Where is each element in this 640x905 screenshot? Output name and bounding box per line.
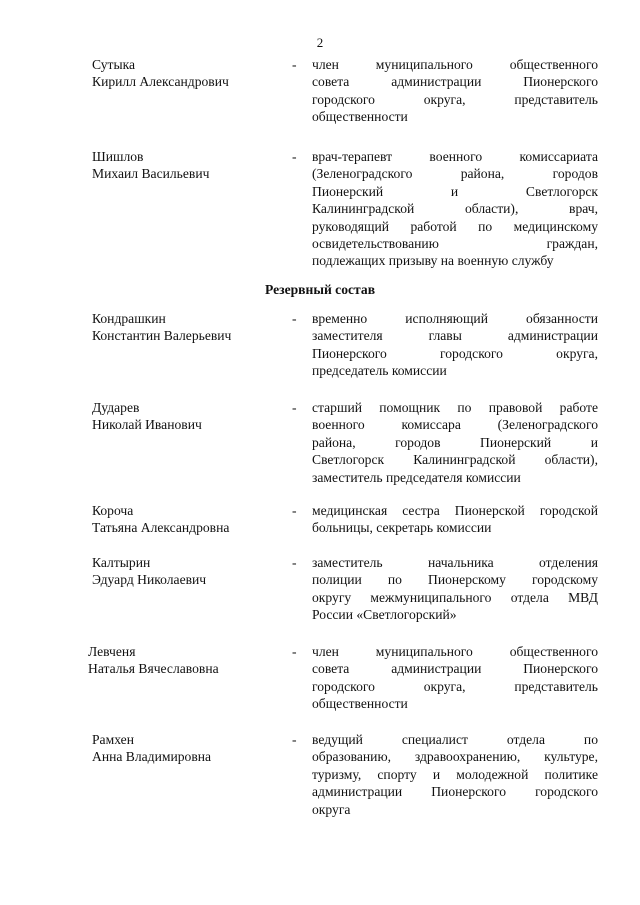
member-surname: Калтырин <box>92 555 151 570</box>
member-given-names: Эдуард Николаевич <box>92 572 207 588</box>
member-dash: - <box>292 732 297 747</box>
member-given-names: Михаил Васильевич <box>92 166 210 182</box>
position-line: совета администрации Пионерского <box>312 74 598 90</box>
member-position <box>312 399 598 486</box>
position-line: городского округа, представитель <box>312 678 598 694</box>
position-line: общественности <box>312 109 408 125</box>
position-line: Калининградской области), врач, <box>312 201 598 217</box>
position-line: администрации Пионерского городского <box>312 784 598 800</box>
member-surname: Левченя <box>88 644 136 659</box>
position-line: член муниципального общественного <box>312 644 598 659</box>
member-surname: Кондрашкин <box>92 311 166 326</box>
position-line: медицинская сестра Пионерской городской <box>312 503 598 518</box>
position-line: ведущий специалист отдела по <box>312 732 598 747</box>
member-name <box>92 399 282 434</box>
member-dash: - <box>292 400 297 415</box>
member-name <box>92 56 282 91</box>
position-line: (Зеленоградского района, городов <box>312 166 598 182</box>
position-line: председатель комиссии <box>312 363 447 379</box>
position-line: округа <box>312 801 351 817</box>
position-line: подлежащих призыву на военную службу <box>312 253 554 269</box>
position-line: временно исполняющий обязанности <box>312 311 598 326</box>
position-line: совета администрации Пионерского <box>312 661 598 677</box>
member-position <box>312 731 598 818</box>
member-name <box>92 148 282 183</box>
section-title-reserve: Резервный состав <box>264 282 376 297</box>
member-position <box>312 502 598 537</box>
position-line: заместитель начальника отделения <box>312 555 598 570</box>
member-dash: - <box>292 57 297 72</box>
member-name <box>88 643 278 678</box>
member-position <box>312 56 598 126</box>
member-given-names: Кирилл Александрович <box>92 74 229 90</box>
member-dash: - <box>292 149 297 164</box>
member-dash: - <box>292 644 297 659</box>
position-line: заместитель председателя комиссии <box>312 469 521 485</box>
member-name <box>92 310 282 345</box>
page-number: 2 <box>316 35 324 50</box>
position-line: врач-терапевт военного комиссариата <box>312 149 598 164</box>
position-line: заместителя главы администрации <box>312 328 598 344</box>
position-line: руководящий работой по медицинскому <box>312 218 598 234</box>
position-line: старший помощник по правовой работе <box>312 400 598 415</box>
member-position <box>312 148 598 270</box>
member-given-names: Наталья Вячеславовна <box>88 661 219 677</box>
position-line: туризму, спорту и молодежной политике <box>312 766 598 782</box>
member-name <box>92 731 282 766</box>
position-line: освидетельствованию граждан, <box>312 236 598 252</box>
member-dash: - <box>292 503 297 518</box>
position-line: городского округа, представитель <box>312 91 598 107</box>
member-dash: - <box>292 555 297 570</box>
member-given-names: Татьяна Александровна <box>92 520 230 536</box>
member-surname: Короча <box>92 503 134 518</box>
member-surname: Сутыка <box>92 57 136 72</box>
position-line: образованию, здравоохранению, культуре, <box>312 749 598 765</box>
member-name <box>92 502 282 537</box>
member-position <box>312 554 598 624</box>
member-surname: Дударев <box>92 400 140 415</box>
position-line: больницы, секретарь комиссии <box>312 520 492 536</box>
position-line: полиции по Пионерскому городскому <box>312 572 598 588</box>
position-line: округу межмуниципального отдела МВД <box>312 589 598 605</box>
member-dash: - <box>292 311 297 326</box>
position-line: военного комиссара (Зеленоградского <box>312 417 598 433</box>
member-position <box>312 310 598 380</box>
position-line: Пионерского городского округа, <box>312 345 598 361</box>
position-line: Светлогорск Калининградской области), <box>312 452 598 468</box>
position-line: района, городов Пионерский и <box>312 434 598 450</box>
member-surname: Шишлов <box>92 149 144 164</box>
position-line: Пионерский и Светлогорск <box>312 183 598 199</box>
member-surname: Рамхен <box>92 732 134 747</box>
position-line: член муниципального общественного <box>312 57 598 72</box>
position-line: общественности <box>312 696 408 712</box>
member-position <box>312 643 598 713</box>
member-name <box>92 554 282 589</box>
member-given-names: Николай Иванович <box>92 417 202 433</box>
position-line: России «Светлогорский» <box>312 607 457 623</box>
member-given-names: Анна Владимировна <box>92 749 212 765</box>
member-given-names: Константин Валерьевич <box>92 328 232 344</box>
